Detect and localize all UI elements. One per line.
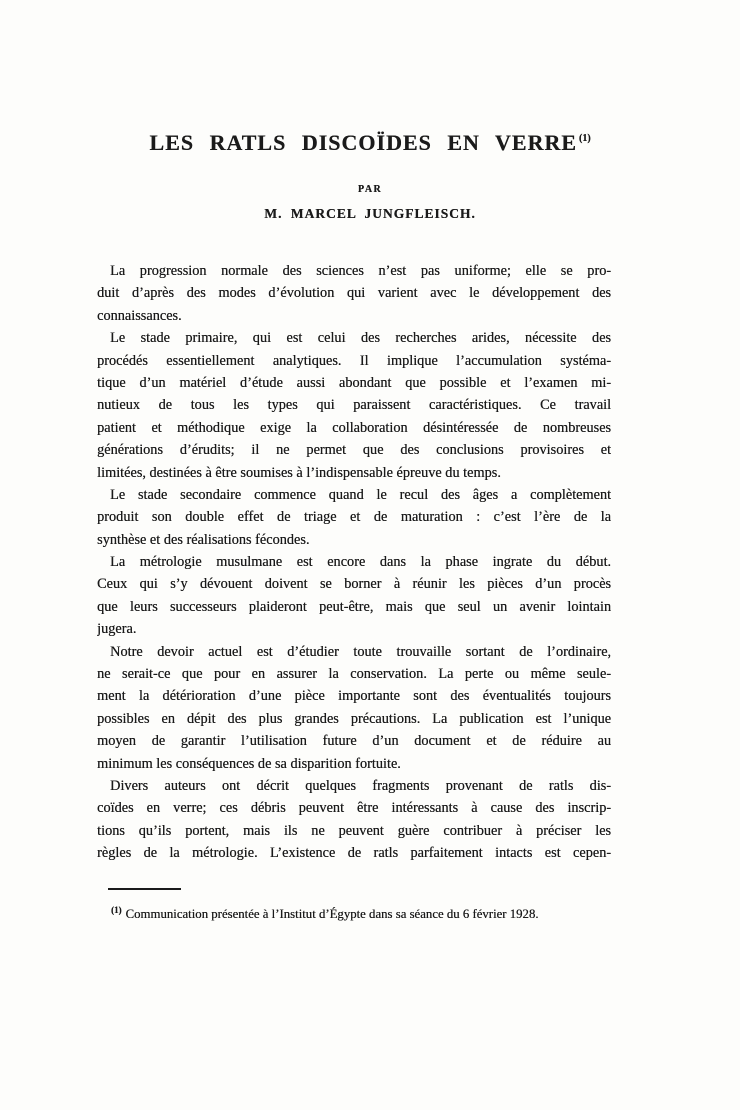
page-title (0, 130, 740, 156)
text-line: Le stade secondaire commence quand le recul des âges a complètement (110, 486, 611, 503)
text-line: patient et méthodique exige la collaboration désintéressée de nombreuses (97, 419, 611, 436)
text-line: connaissances. (97, 307, 182, 324)
text-line: générations d’érudits; il ne permet que des conclusions provisoires et (97, 442, 611, 459)
text-line: Ceux qui s’y dévouent doivent se borner à réunir les pièces d’un procès (97, 576, 611, 593)
page-title-text: LES RATLS DISCOÏDES EN VERRE (149, 130, 577, 155)
text-line: synthèse et des réalisations fécondes. (97, 531, 310, 548)
footnote-mark: (1) (111, 905, 122, 915)
text-line: procédés essentiellement analytiques. Il implique l’accumulation systéma- (97, 352, 611, 369)
text-line: Le stade primaire, qui est celui des recherches arides, nécessite des (110, 330, 611, 347)
text-line: Divers auteurs ont décrit quelques fragments provenant de ratls dis- (110, 777, 611, 794)
text-line: que leurs successeurs plaideront peut-être, mais que seul un avenir lointain (97, 598, 611, 615)
paragraph (97, 260, 611, 327)
text-line: ne serait-ce que pour en assurer la conservation. La perte ou même seule- (97, 666, 611, 683)
text-line: ment la détérioration d’une pièce importante sont des éventualités toujours (97, 688, 611, 705)
byline: PAR (357, 184, 383, 195)
text-line: La progression normale des sciences n’est pas uniforme; elle se pro- (110, 263, 611, 279)
footnote-divider (108, 888, 181, 890)
text-line: jugera. (97, 621, 137, 638)
text-line: duit d’après des modes d’évolution qui varient avec le développement des (97, 285, 611, 302)
paragraph (97, 551, 611, 641)
paragraph (97, 641, 611, 775)
text-line: minimum les conséquences de sa disparition fortuite. (97, 755, 401, 772)
footnote-text: Communication présentée à l’Institut d’Égypte dans sa séance du 6 février 1928. (125, 907, 539, 921)
title-footnote-reference: (1) (578, 133, 591, 144)
text-line: limitées, destinées à être soumises à l’indispensable épreuve du temps. (97, 464, 501, 481)
text-line: moyen de garantir l’utilisation future d’un document et de réduire au (97, 733, 611, 750)
text-line: La métrologie musulmane est encore dans la phase ingrate du début. (110, 554, 611, 571)
text-line: tique d’un matériel d’étude aussi abondant que possible et l’examen mi- (97, 374, 611, 391)
text-line: tions qu’ils portent, mais ils ne peuvent guère contribuer à préciser les (97, 822, 611, 839)
author-name: M. MARCEL JUNGFLEISCH. (264, 206, 476, 221)
text-line: règles de la métrologie. L’existence de ratls parfaitement intacts est cepen- (97, 845, 611, 862)
text-line: nutieux de tous les types qui paraissent caractéristiques. Ce travail (97, 397, 611, 414)
paragraph (97, 775, 611, 865)
footnote (97, 901, 623, 924)
paragraph (97, 327, 611, 484)
article-body (97, 260, 611, 865)
text-line: produit son double effet de triage et de maturation : c’est l’ère de la (97, 509, 611, 526)
text-line: Notre devoir actuel est d’étudier toute trouvaille sortant de l’ordinaire, (110, 643, 611, 660)
paragraph (97, 484, 611, 551)
text-line: coïdes en verre; ces débris peuvent être intéressants à cause des inscrip- (97, 800, 611, 817)
text-line: possibles en dépit des plus grandes précautions. La publication est l’unique (97, 710, 611, 727)
